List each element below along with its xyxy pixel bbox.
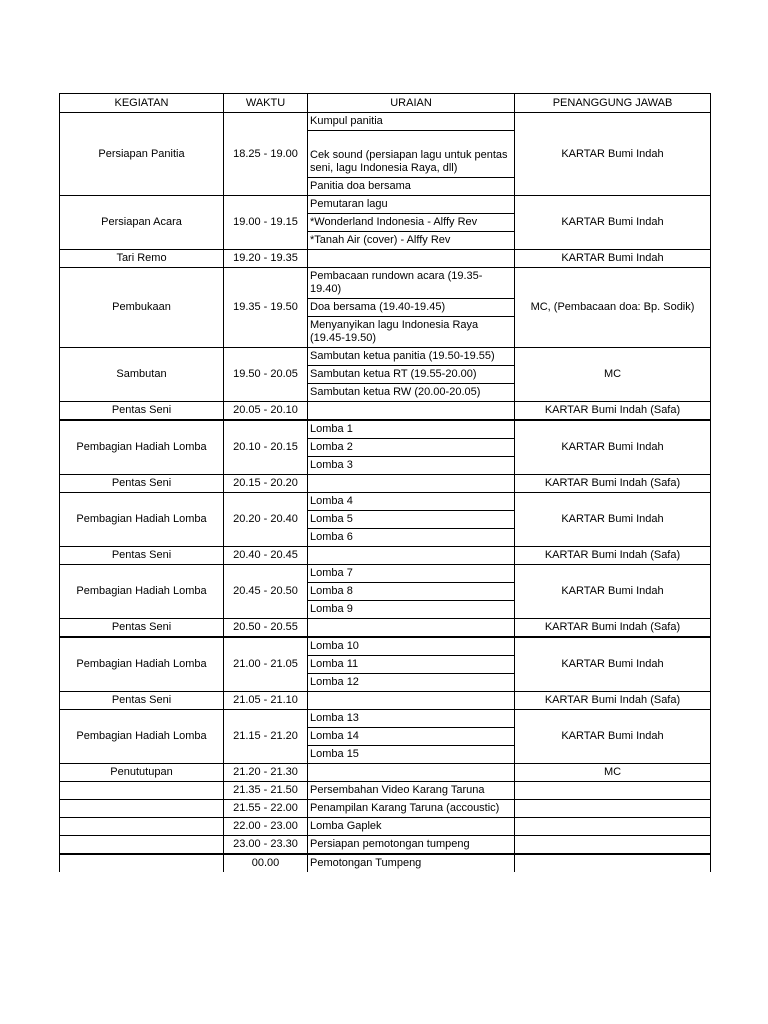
table-row xyxy=(60,196,711,250)
cell-kegiatan: Pentas Seni xyxy=(60,402,224,421)
table-row xyxy=(60,402,711,421)
cell-penanggung-jawab xyxy=(515,836,711,855)
cell-waktu: 20.50 - 20.55 xyxy=(224,619,308,638)
cell-waktu: 18.25 - 19.00 xyxy=(224,113,308,196)
table-row xyxy=(60,493,711,547)
cell-kegiatan: Pentas Seni xyxy=(60,547,224,565)
uraian-item: Lomba 13 xyxy=(308,710,514,728)
uraian-item: Sambutan ketua RW (20.00-20.05) xyxy=(310,386,481,398)
table-row xyxy=(60,475,711,493)
cell-penanggung-jawab: KARTAR Bumi Indah xyxy=(515,637,711,692)
cell-kegiatan xyxy=(60,854,224,872)
cell-kegiatan xyxy=(60,800,224,818)
cell-penanggung-jawab xyxy=(515,818,711,836)
cell-uraian xyxy=(308,196,515,250)
cell-waktu: 19.50 - 20.05 xyxy=(224,348,308,402)
cell-waktu: 21.20 - 21.30 xyxy=(224,764,308,782)
uraian-item: Lomba 14 xyxy=(308,728,514,746)
header-row xyxy=(60,94,711,113)
table-row xyxy=(60,348,711,402)
cell-uraian xyxy=(308,348,515,402)
cell-uraian xyxy=(308,619,515,638)
cell-uraian xyxy=(308,565,515,619)
cell-uraian: Pemotongan Tumpeng xyxy=(308,854,515,872)
cell-uraian xyxy=(308,493,515,547)
uraian-item: Sambutan ketua RT (19.55-20.00) xyxy=(308,366,514,384)
cell-uraian xyxy=(308,475,515,493)
cell-penanggung-jawab: KARTAR Bumi Indah xyxy=(515,420,711,475)
cell-waktu: 21.15 - 21.20 xyxy=(224,710,308,764)
uraian-item: Menyanyikan lagu Indonesia Raya (19.45-19.50) xyxy=(310,319,479,344)
cell-kegiatan: Pembagian Hadiah Lomba xyxy=(60,493,224,547)
cell-waktu: 19.20 - 19.35 xyxy=(224,250,308,268)
cell-waktu: 21.55 - 22.00 xyxy=(224,800,308,818)
cell-waktu: 20.40 - 20.45 xyxy=(224,547,308,565)
cell-penanggung-jawab: MC, (Pembacaan doa: Bp. Sodik) xyxy=(515,268,711,348)
table-row xyxy=(60,637,711,692)
table-row xyxy=(60,854,711,872)
uraian-item: Lomba 3 xyxy=(310,459,353,471)
table-row xyxy=(60,800,711,818)
cell-waktu: 23.00 - 23.30 xyxy=(224,836,308,855)
cell-kegiatan: Pembagian Hadiah Lomba xyxy=(60,565,224,619)
cell-waktu: 00.00 xyxy=(224,854,308,872)
cell-penanggung-jawab: KARTAR Bumi Indah xyxy=(515,565,711,619)
cell-kegiatan: Pembagian Hadiah Lomba xyxy=(60,637,224,692)
header-kegiatan: KEGIATAN xyxy=(60,94,224,113)
cell-waktu: 21.05 - 21.10 xyxy=(224,692,308,710)
cell-kegiatan: Pembagian Hadiah Lomba xyxy=(60,710,224,764)
uraian-item: Lomba 12 xyxy=(310,676,359,688)
table-row xyxy=(60,250,711,268)
cell-penanggung-jawab: MC xyxy=(515,764,711,782)
cell-uraian: Penampilan Karang Taruna (accoustic) xyxy=(308,800,515,818)
uraian-item: Panitia doa bersama xyxy=(310,180,411,192)
cell-penanggung-jawab: KARTAR Bumi Indah xyxy=(515,710,711,764)
cell-penanggung-jawab: KARTAR Bumi Indah xyxy=(515,196,711,250)
cell-uraian xyxy=(308,268,515,348)
cell-kegiatan: Pentas Seni xyxy=(60,475,224,493)
table-row xyxy=(60,420,711,475)
cell-penanggung-jawab xyxy=(515,782,711,800)
cell-penanggung-jawab xyxy=(515,854,711,872)
cell-kegiatan: Pembukaan xyxy=(60,268,224,348)
cell-penanggung-jawab: KARTAR Bumi Indah (Safa) xyxy=(515,619,711,638)
table-row xyxy=(60,782,711,800)
cell-penanggung-jawab: KARTAR Bumi Indah xyxy=(515,113,711,196)
cell-penanggung-jawab: MC xyxy=(515,348,711,402)
cell-kegiatan: Pembagian Hadiah Lomba xyxy=(60,420,224,475)
cell-kegiatan xyxy=(60,836,224,855)
cell-penanggung-jawab: KARTAR Bumi Indah (Safa) xyxy=(515,547,711,565)
uraian-item: Lomba 9 xyxy=(310,603,353,615)
cell-waktu: 20.20 - 20.40 xyxy=(224,493,308,547)
uraian-item: Lomba 6 xyxy=(310,531,353,543)
cell-penanggung-jawab: KARTAR Bumi Indah xyxy=(515,250,711,268)
cell-waktu: 20.15 - 20.20 xyxy=(224,475,308,493)
cell-kegiatan: Penututupan xyxy=(60,764,224,782)
cell-uraian xyxy=(308,402,515,421)
cell-penanggung-jawab: KARTAR Bumi Indah xyxy=(515,493,711,547)
cell-uraian: Lomba Gaplek xyxy=(308,818,515,836)
cell-penanggung-jawab: KARTAR Bumi Indah (Safa) xyxy=(515,402,711,421)
header-penanggung-jawab: PENANGGUNG JAWAB xyxy=(515,94,711,113)
uraian-item: Lomba 10 xyxy=(308,638,514,656)
uraian-item: Lomba 5 xyxy=(308,511,514,529)
cell-waktu: 22.00 - 23.00 xyxy=(224,818,308,836)
uraian-item: Pembacaan rundown acara (19.35-19.40) xyxy=(308,268,514,299)
cell-waktu: 19.00 - 19.15 xyxy=(224,196,308,250)
table-row xyxy=(60,836,711,855)
table-row xyxy=(60,619,711,638)
cell-uraian xyxy=(308,420,515,475)
cell-penanggung-jawab xyxy=(515,800,711,818)
cell-kegiatan: Pentas Seni xyxy=(60,692,224,710)
cell-kegiatan: Persiapan Acara xyxy=(60,196,224,250)
table-row xyxy=(60,710,711,764)
table-row xyxy=(60,113,711,196)
uraian-item: *Tanah Air (cover) - Alffy Rev xyxy=(310,234,451,246)
header-uraian: URAIAN xyxy=(308,94,515,113)
cell-waktu: 21.00 - 21.05 xyxy=(224,637,308,692)
header-waktu: WAKTU xyxy=(224,94,308,113)
cell-waktu: 20.10 - 20.15 xyxy=(224,420,308,475)
cell-penanggung-jawab: KARTAR Bumi Indah (Safa) xyxy=(515,475,711,493)
uraian-item: Doa bersama (19.40-19.45) xyxy=(308,299,514,317)
uraian-item: Lomba 15 xyxy=(310,748,359,760)
cell-uraian xyxy=(308,710,515,764)
cell-waktu: 20.05 - 20.10 xyxy=(224,402,308,421)
table-row xyxy=(60,547,711,565)
cell-uraian: Persiapan pemotongan tumpeng xyxy=(308,836,515,855)
uraian-item: Lomba 11 xyxy=(308,656,514,674)
cell-waktu: 21.35 - 21.50 xyxy=(224,782,308,800)
cell-uraian xyxy=(308,547,515,565)
cell-kegiatan xyxy=(60,782,224,800)
uraian-item: Pemutaran lagu xyxy=(308,196,514,214)
cell-uraian xyxy=(308,764,515,782)
cell-kegiatan: Persiapan Panitia xyxy=(60,113,224,196)
cell-uraian xyxy=(308,692,515,710)
cell-uraian xyxy=(308,113,515,196)
cell-uraian: Persembahan Video Karang Taruna xyxy=(308,782,515,800)
uraian-item: Lomba 4 xyxy=(308,493,514,511)
uraian-item: Cek sound (persiapan lagu untuk pentas seni, lagu Indonesia Raya, dll) xyxy=(308,131,514,178)
rundown-table xyxy=(59,93,711,872)
table-row xyxy=(60,268,711,348)
table-row xyxy=(60,565,711,619)
cell-kegiatan: Tari Remo xyxy=(60,250,224,268)
cell-penanggung-jawab: KARTAR Bumi Indah (Safa) xyxy=(515,692,711,710)
cell-kegiatan: Sambutan xyxy=(60,348,224,402)
uraian-item: Sambutan ketua panitia (19.50-19.55) xyxy=(308,348,514,366)
cell-waktu: 19.35 - 19.50 xyxy=(224,268,308,348)
uraian-item: *Wonderland Indonesia - Alffy Rev xyxy=(308,214,514,232)
uraian-item: Lomba 1 xyxy=(308,421,514,439)
uraian-item: Lomba 7 xyxy=(308,565,514,583)
table-row xyxy=(60,818,711,836)
cell-uraian xyxy=(308,250,515,268)
uraian-item: Kumpul panitia xyxy=(308,113,514,131)
cell-waktu: 20.45 - 20.50 xyxy=(224,565,308,619)
cell-uraian xyxy=(308,637,515,692)
table-row xyxy=(60,764,711,782)
table-row xyxy=(60,692,711,710)
cell-kegiatan: Pentas Seni xyxy=(60,619,224,638)
uraian-item: Lomba 2 xyxy=(308,439,514,457)
uraian-item: Lomba 8 xyxy=(308,583,514,601)
cell-kegiatan xyxy=(60,818,224,836)
